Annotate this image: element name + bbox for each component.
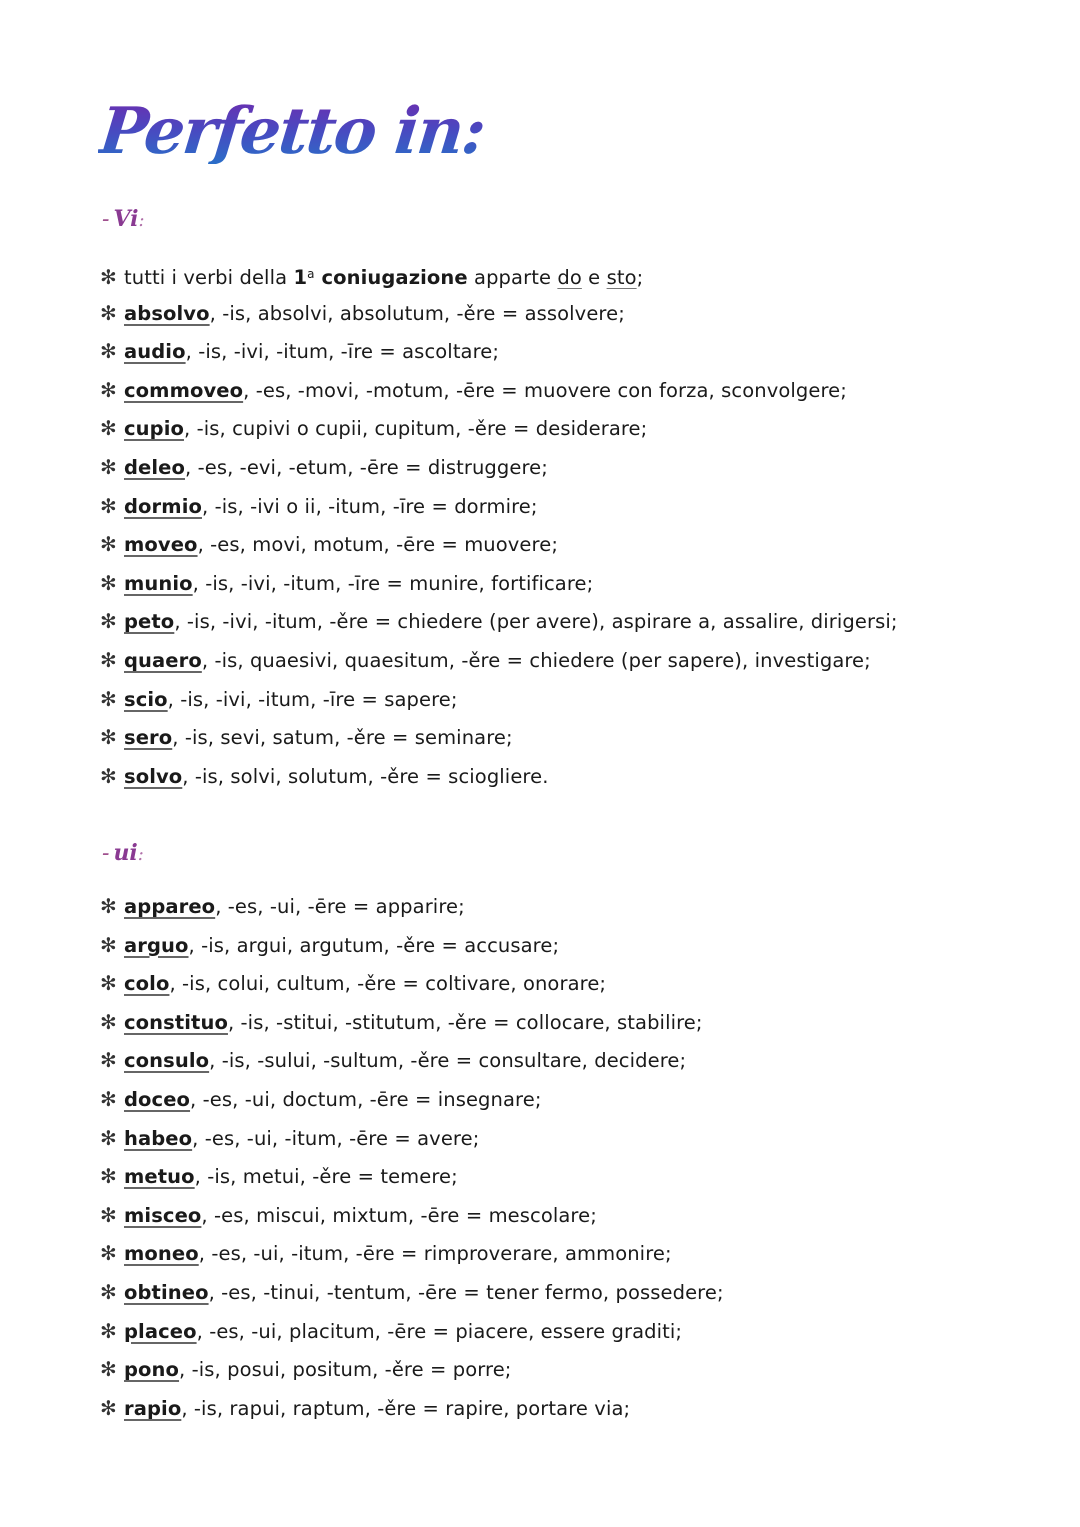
asterisk-bullet-icon: ✻ (100, 609, 117, 634)
heading-dash: - (102, 207, 110, 232)
verb-forms: , -is, colui, cultum, -ěre = coltivare, onorare; (169, 972, 607, 996)
list-item (100, 680, 898, 719)
asterisk-bullet-icon: ✻ (100, 570, 117, 595)
verb-lemma: quaero (124, 648, 202, 672)
list-item (100, 1312, 724, 1351)
verb-lemma: colo (124, 972, 170, 996)
verb-forms: , -is, posui, positum, -ěre = porre; (179, 1358, 512, 1382)
list-item (100, 1389, 724, 1428)
exception-verb: do (557, 266, 582, 289)
verb-forms: , -is, -stitui, -stitutum, -ěre = collocare, stabilire; (227, 1010, 703, 1034)
asterisk-bullet-icon: ✻ (100, 454, 117, 479)
verb-forms: , -is, metui, -ěre = temere; (194, 1165, 458, 1189)
asterisk-bullet-icon: ✻ (100, 1009, 117, 1034)
asterisk-bullet-icon: ✻ (100, 932, 117, 957)
verb-forms: , -es, movi, motum, -ēre = muovere; (197, 533, 558, 557)
section-heading-vi (102, 208, 145, 231)
verb-forms: , -es, -ui, doctum, -ēre = insegnare; (190, 1087, 542, 1111)
asterisk-bullet-icon: ✻ (100, 1241, 117, 1266)
heading-dash: - (102, 841, 110, 866)
verb-forms: , -is, -ivi, -itum, -ěre = chiedere (per avere), aspirare a, assalire, dirigersi; (174, 610, 898, 634)
list-item (100, 1273, 724, 1312)
list-item (100, 487, 898, 526)
verb-lemma: audio (124, 340, 186, 364)
verb-forms: , -is, absolvi, absolutum, -ěre = assolvere; (209, 301, 625, 325)
verb-lemma: dormio (124, 494, 202, 518)
asterisk-bullet-icon: ✻ (100, 416, 117, 441)
list-item (100, 887, 724, 926)
asterisk-bullet-icon: ✻ (100, 1395, 117, 1420)
heading-label: Vi (113, 206, 139, 232)
list-item (100, 1234, 724, 1273)
verb-lemma: moneo (124, 1242, 199, 1266)
asterisk-bullet-icon: ✻ (100, 339, 117, 364)
verb-lemma: scio (124, 687, 168, 711)
asterisk-bullet-icon: ✻ (100, 377, 117, 402)
heading-colon: : (138, 210, 145, 231)
list-item (100, 1041, 724, 1080)
verb-forms: , -is, argui, argutum, -ěre = accusare; (188, 933, 560, 957)
heading-colon: : (137, 844, 144, 865)
intro-text: ; (636, 266, 644, 289)
list-item (100, 409, 898, 448)
list-item (100, 1003, 724, 1042)
asterisk-bullet-icon: ✻ (100, 1048, 117, 1073)
verb-forms: , -is, -ivi, -itum, -īre = sapere; (167, 687, 458, 711)
list-item (100, 964, 724, 1003)
asterisk-bullet-icon: ✻ (100, 300, 117, 325)
verb-lemma: pono (124, 1358, 180, 1382)
verb-lemma: peto (124, 610, 175, 634)
verb-lemma: sero (124, 726, 173, 750)
list-item-intro (100, 255, 898, 294)
asterisk-bullet-icon: ✻ (100, 971, 117, 996)
asterisk-bullet-icon: ✻ (100, 763, 117, 788)
verb-lemma: absolvo (124, 301, 210, 325)
asterisk-bullet-icon: ✻ (100, 1086, 117, 1111)
asterisk-bullet-icon: ✻ (100, 265, 117, 289)
asterisk-bullet-icon: ✻ (100, 493, 117, 518)
section-heading-ui (102, 842, 144, 865)
verb-forms: , -is, -ivi, -itum, -īre = munire, fortificare; (192, 571, 594, 595)
asterisk-bullet-icon: ✻ (100, 894, 117, 918)
verb-lemma: solvo (124, 764, 183, 788)
verb-forms: , -is, -ivi o ii, -itum, -īre = dormire; (201, 494, 538, 518)
list-item (100, 1157, 724, 1196)
list-item (100, 757, 898, 796)
list-item (100, 1196, 724, 1235)
intro-text: tutti i verbi della (124, 266, 294, 289)
heading-label: ui (113, 840, 138, 866)
asterisk-bullet-icon: ✻ (100, 647, 117, 672)
verb-list-vi (100, 255, 898, 795)
verb-lemma: placeo (124, 1319, 197, 1343)
ordinal-suffix: a (307, 267, 315, 281)
verb-lemma: deleo (124, 455, 185, 479)
asterisk-bullet-icon: ✻ (100, 1125, 117, 1150)
list-item (100, 926, 724, 965)
verb-forms: , -is, cupivi o cupii, cupitum, -ěre = desiderare; (183, 417, 648, 441)
verb-forms: , -is, solvi, solutum, -ěre = sciogliere. (182, 764, 549, 788)
asterisk-bullet-icon: ✻ (100, 1202, 117, 1227)
verb-lemma: obtineo (124, 1280, 209, 1304)
list-item (100, 371, 898, 410)
list-item (100, 525, 898, 564)
verb-forms: , -is, -sului, -sultum, -ěre = consultare, decidere; (209, 1049, 687, 1073)
asterisk-bullet-icon: ✻ (100, 532, 117, 557)
intro-text: e (581, 266, 607, 289)
asterisk-bullet-icon: ✻ (100, 686, 117, 711)
verb-forms: , -es, -ui, -ēre = apparire; (215, 895, 465, 918)
list-item (100, 641, 898, 680)
verb-list-ui (100, 887, 724, 1427)
verb-forms: , -es, -tinui, -tentum, -ēre = tener fermo, possedere; (208, 1280, 724, 1304)
list-item (100, 564, 898, 603)
verb-lemma: moveo (124, 533, 198, 557)
verb-forms: , -es, -movi, -motum, -ēre = muovere con forza, sconvolgere; (243, 378, 847, 402)
verb-lemma: appareo (124, 895, 216, 918)
verb-lemma: doceo (124, 1087, 191, 1111)
list-item (100, 718, 898, 757)
verb-lemma: cupio (124, 417, 184, 441)
verb-lemma: commoveo (124, 378, 244, 402)
verb-forms: , -is, sevi, satum, -ěre = seminare; (172, 726, 513, 750)
verb-lemma: arguo (124, 933, 189, 957)
exception-verb: sto (606, 266, 637, 289)
verb-forms: , -es, -evi, -etum, -ēre = distruggere; (185, 455, 548, 479)
list-item (100, 1350, 724, 1389)
verb-forms: , -is, rapui, raptum, -ěre = rapire, portare via; (181, 1396, 631, 1420)
asterisk-bullet-icon: ✻ (100, 1279, 117, 1304)
list-item (100, 1119, 724, 1158)
ordinal-number: 1 (293, 266, 308, 289)
list-item (100, 1080, 724, 1119)
verb-forms: , -es, -ui, -itum, -ēre = avere; (192, 1126, 480, 1150)
intro-text: apparte (467, 266, 558, 289)
verb-lemma: munio (124, 571, 193, 595)
asterisk-bullet-icon: ✻ (100, 1357, 117, 1382)
verb-lemma: habeo (124, 1126, 193, 1150)
verb-forms: , -es, -ui, placitum, -ēre = piacere, essere graditi; (196, 1319, 683, 1343)
verb-lemma: metuo (124, 1165, 195, 1189)
verb-lemma: consulo (124, 1049, 210, 1073)
page-title: Perfetto in: (96, 94, 488, 169)
list-item (100, 448, 898, 487)
list-item (100, 294, 898, 333)
asterisk-bullet-icon: ✻ (100, 1164, 117, 1189)
verb-lemma: constituo (124, 1010, 228, 1034)
asterisk-bullet-icon: ✻ (100, 725, 117, 750)
verb-forms: , -es, -ui, -itum, -ēre = rimproverare, ammonire; (198, 1242, 672, 1266)
verb-forms: , -is, -ivi, -itum, -īre = ascoltare; (185, 340, 500, 364)
verb-forms: , -is, quaesivi, quaesitum, -ěre = chiedere (per sapere), investigare; (201, 648, 871, 672)
list-item (100, 602, 898, 641)
verb-forms: , -es, miscui, mixtum, -ēre = mescolare; (201, 1203, 597, 1227)
verb-lemma: rapio (124, 1396, 182, 1420)
list-item (100, 332, 898, 371)
conjugation-term: coniugazione (314, 266, 468, 289)
asterisk-bullet-icon: ✻ (100, 1318, 117, 1343)
verb-lemma: misceo (124, 1203, 202, 1227)
